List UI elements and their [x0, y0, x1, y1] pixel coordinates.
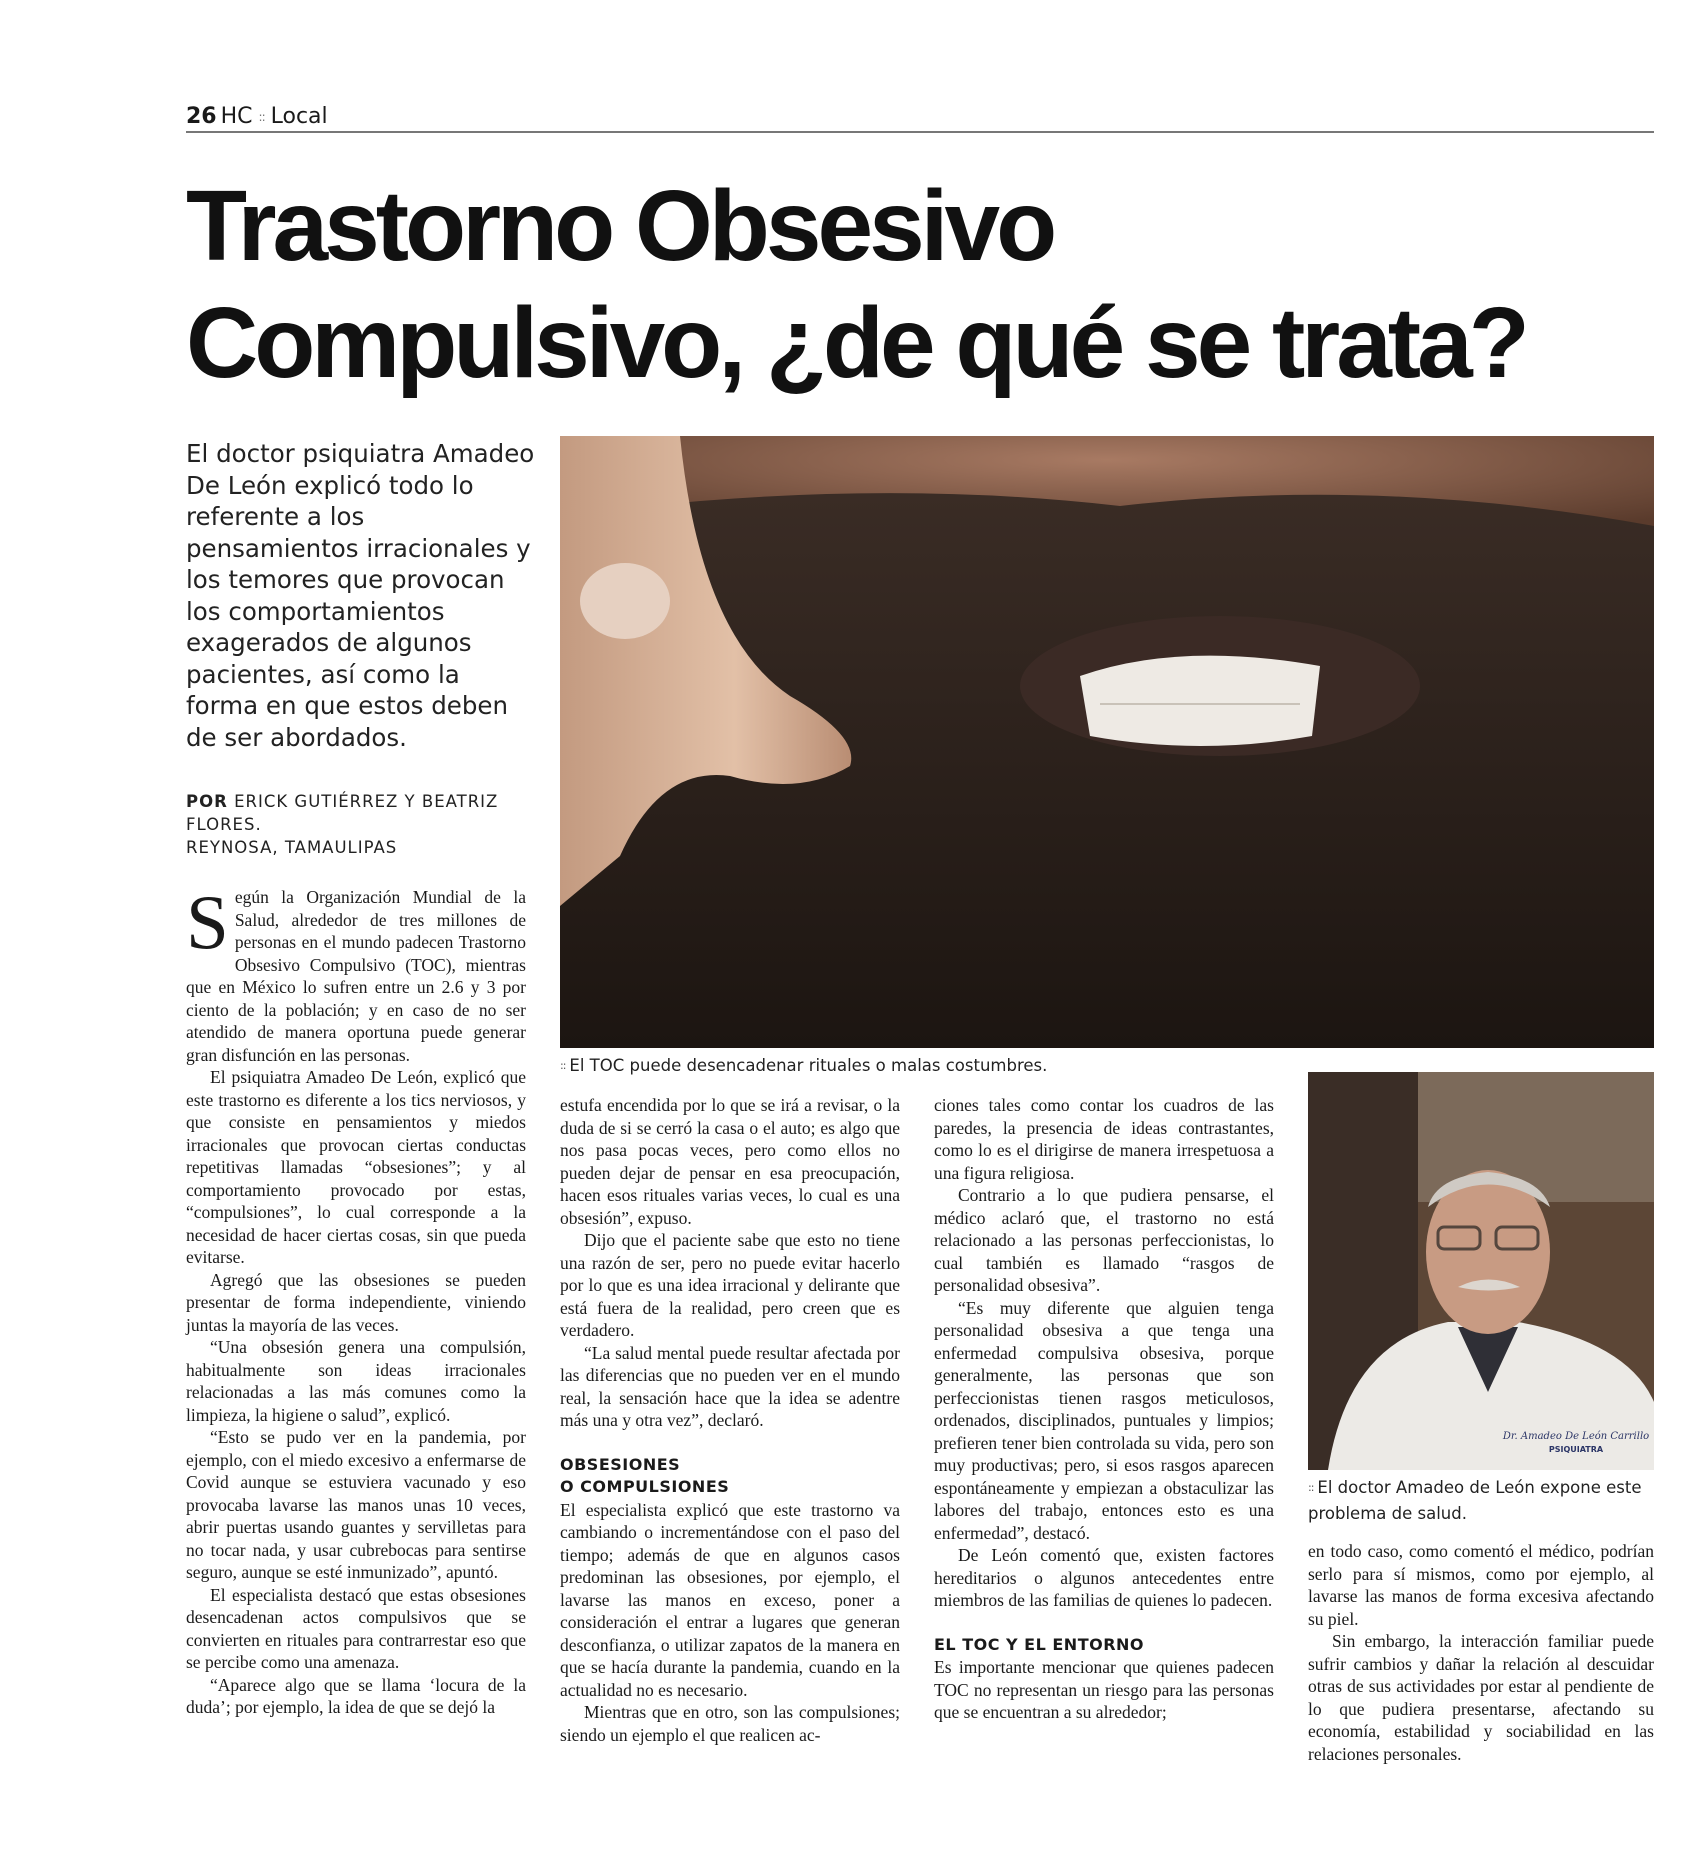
doctor-caption-text: El doctor Amadeo de León expone este problema de salud.	[1308, 1478, 1642, 1523]
article-paragraph: Contrario a lo que pudiera pensarse, el médico aclaró que, el trastorno no está relacionado a las personas perfeccionistas, lo cual también es llamado “rasgos de personalidad obsesiva”.	[934, 1185, 1274, 1295]
article-paragraph: De León comentó que, existen factores hereditarios o algunos antecedentes entre miembros de las familias de quienes lo padecen.	[934, 1545, 1274, 1610]
page-number: 26	[186, 104, 217, 129]
article-paragraph: “Una obsesión genera una compulsión, habitualmente son ideas irracionales relacionadas a las más comunes como la limpieza, la higiene o salud”, explicó.	[186, 1337, 526, 1425]
article-paragraph: Mientras que en otro, son las compulsiones; siendo un ejemplo el que realicen ac-	[560, 1702, 900, 1745]
page-header	[186, 104, 1654, 132]
caption-dots-icon: ::	[560, 1059, 566, 1072]
separator-dots-icon: ::	[258, 110, 265, 124]
article-paragraph: Según la Organización Mundial de la Salud, alrededor de tres millones de personas en el mundo padecen Trastorno Obsesivo Compulsivo (TOC), mientras que en México lo sufren entre un 2.6 y 3 por ciento de la población; y en caso de no ser atendido de manera oportuna puede generar gran disfunción en las personas.	[186, 879, 526, 1065]
main-photo-image	[560, 436, 1654, 1048]
article-column-1	[186, 879, 526, 1719]
article-paragraph: ciones tales como contar los cuadros de las paredes, la presencia de ideas contrastantes, como lo es el dirigirse de manera irrespetuosa a una figura religiosa.	[934, 1095, 1274, 1183]
article-paragraph: “La salud mental puede resultar afectada por las diferencias que no pueden ver en el mundo real, la sensación hace que la idea se adentre más una y otra vez”, declaró.	[560, 1342, 900, 1430]
article-paragraph: El especialista destacó que estas obsesiones desencadenan actos compulsivos que se convierten en rituales para contrarrestar eso que se percibe como una amenaza.	[186, 1584, 526, 1672]
subhead-obsesiones: OBSESIONES O COMPULSIONES	[560, 1454, 730, 1496]
publication-name: HC	[220, 104, 253, 129]
byline	[186, 790, 536, 859]
article-column-2	[560, 1094, 900, 1746]
article-paragraph: “Aparece algo que se llama ‘locura de la duda’; por ejemplo, la idea de que se dejó la	[186, 1674, 526, 1717]
byline-prefix: POR	[186, 792, 228, 811]
headline-line-1: Trastorno Obsesivo	[186, 170, 1054, 282]
header-rule	[186, 131, 1654, 133]
article-column-3	[934, 1094, 1274, 1724]
byline-authors: ERICK GUTIÉRREZ Y BEATRIZ FLORES.	[186, 792, 499, 834]
headline	[186, 168, 1654, 402]
article-paragraph: Sin embargo, la interacción familiar puede sufrir cambios y dañar la relación al descuidar otras de sus actividades por estar al pendiente de lo que pudiera presentarse, afectando su economía, estabilidad y sociabilidad en las relaciones personales.	[1308, 1631, 1654, 1764]
subhead-toc-entorno: EL TOC Y EL ENTORNO	[934, 1634, 1145, 1654]
article-paragraph: Dijo que el paciente sabe que esto no tiene una razón de ser, pero no puede evitar hacerlo por lo que es una idea irracional y delirante que está fuera de la realidad, pero creen que es verdadero.	[560, 1230, 900, 1340]
article-paragraph: El psiquiatra Amadeo De León, explicó que este trastorno es diferente a los tics nerviosos, y que consiste en pensamientos y miedos irracionales que provocan ciertas conductas repetitivas llamadas “obsesiones”; y al comportamiento provocado por estas, “compulsiones”, lo cual corresponde a la necesidad de hacer ciertas cosas, sin que pueda evitarse.	[186, 1067, 526, 1267]
article-paragraph: Agregó que las obsesiones se pueden presentar de forma independiente, viniendo juntas la mayoría de las veces.	[186, 1269, 526, 1335]
section-name: Local	[270, 104, 328, 129]
doctor-photo	[1308, 1072, 1654, 1470]
coat-embroidery-name: Dr. Amadeo De León Carrillo	[1502, 1431, 1650, 1442]
article-column-4	[1308, 1540, 1654, 1765]
article-paragraph: en todo caso, como comentó el médico, podrían serlo para sí mismos, como por ejemplo, al lavarse las manos de forma excesiva afectando su piel.	[1308, 1541, 1654, 1629]
intro-deck: El doctor psiquiatra Amadeo De León explicó todo lo referente a los pensamientos irracionales y los temores que provocan los comportamientos exagerados de algunos pacientes, así como la forma en que estos deben de ser abordados.	[186, 439, 535, 752]
main-caption-text: El TOC puede desencadenar rituales o malas costumbres.	[569, 1056, 1048, 1075]
headline-line-2: Compulsivo, ¿de qué se trata?	[186, 287, 1526, 399]
caption-dots-icon: ::	[1308, 1481, 1314, 1494]
article-paragraph: “Esto se pudo ver en la pandemia, por ejemplo, con el miedo excesivo a enfermarse de Covid aunque se estuviera vacunado y eso provocaba lavarse las manos unas 10 veces, abrir puertas usando guantes y servilletas para no tocar nada, y usar cubrebocas para sentirse seguro, aunque se esté inmunizado”, apuntó.	[186, 1427, 526, 1582]
article-paragraph: El especialista explicó que este trastorno va cambiando o incrementándose con el paso del tiempo; además de que en algunos casos predominan las obsesiones, por ejemplo, el lavarse las manos en exceso, poner a consideración el entrar a lugares que generan desconfianza, o utilizar zapatos de la manera en que se hacía durante la pandemia, cuando en la actualidad no es necesario.	[560, 1499, 900, 1700]
byline-location: REYNOSA, TAMAULIPAS	[186, 838, 398, 857]
article-paragraph: Es importante mencionar que quienes padecen TOC no representan un riesgo para las personas que se encuentran a su alrededor;	[934, 1657, 1274, 1722]
article-paragraph: “Es muy diferente que alguien tenga personalidad obsesiva a que tenga una enfermedad compulsiva obsesiva, porque generalmente, las personas que son perfeccionistas tienen rasgos meticulosos, ordenados, disciplinados, puntuales y limpios; prefieren tener bien controlada su vida, pero son muy productivas; pero, si esos rasgos aparecen espontáneamente y empiezan a obstaculizar las labores del trabajo, entonces esto es una enfermedad”, destacó.	[934, 1297, 1274, 1543]
main-photo	[560, 436, 1654, 1048]
coat-embroidery-title: PSIQUIATRA	[1548, 1445, 1604, 1454]
drop-cap: S	[186, 879, 229, 965]
doctor-photo-caption	[1308, 1476, 1654, 1526]
article-paragraph: estufa encendida por lo que se irá a revisar, o la duda de si se cerró la casa o el auto; es algo que nos pasa pocas veces, pero como ellos no pueden dejar de pensar en esa preocupación, hacen esos rituales varias veces, lo cual es una obsesión”, expuso.	[560, 1095, 900, 1228]
doctor-photo-image	[1308, 1072, 1654, 1470]
